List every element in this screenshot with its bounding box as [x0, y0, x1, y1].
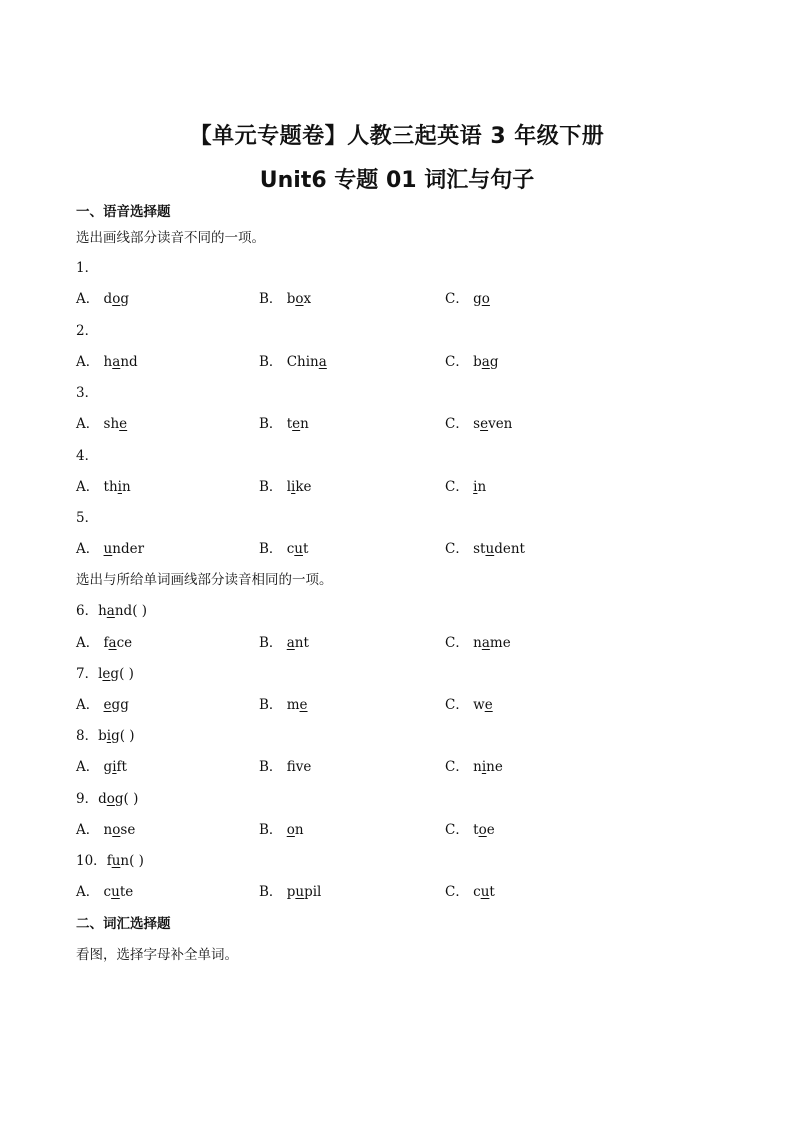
- word-part: w: [473, 697, 485, 713]
- word-part: b: [98, 728, 107, 744]
- answer-option[interactable]: [76, 412, 127, 432]
- answer-option[interactable]: [259, 475, 312, 495]
- word-part: g: [103, 759, 113, 775]
- underlined-letters: e: [103, 697, 112, 713]
- option-letter: C．: [445, 354, 474, 370]
- underlined-letters: a: [106, 603, 115, 619]
- option-word: [104, 416, 128, 432]
- word-part: th: [103, 479, 118, 495]
- option-word: [104, 354, 138, 370]
- word-part: n: [300, 416, 309, 432]
- option-word: [287, 479, 312, 495]
- word-part: g: [110, 666, 120, 682]
- option-word: [287, 884, 322, 900]
- underlined-letters: o: [106, 791, 115, 807]
- answer-option[interactable]: [259, 693, 308, 713]
- word-part: f: [286, 759, 296, 775]
- question-label: 3．: [76, 385, 99, 401]
- word-part: l: [98, 666, 103, 682]
- word-part: nt: [294, 635, 309, 651]
- word-part: te: [119, 884, 134, 900]
- word-part: h: [98, 603, 107, 619]
- answer-option[interactable]: [76, 350, 138, 370]
- underlined-letters: i: [481, 759, 487, 775]
- option-letter: C．: [445, 884, 474, 900]
- question-stem-word: [98, 603, 132, 619]
- word-part: n: [473, 635, 482, 651]
- word-part: n: [477, 479, 487, 495]
- answer-option[interactable]: [445, 350, 499, 370]
- word-part: b: [286, 291, 296, 307]
- word-part: sh: [103, 416, 120, 432]
- word-part: t: [473, 822, 479, 838]
- answer-blank[interactable]: ( ): [132, 603, 148, 619]
- underlined-letters: a: [286, 635, 295, 651]
- word-part: n: [103, 822, 113, 838]
- option-letter: C．: [445, 635, 474, 651]
- underlined-letters: o: [481, 291, 490, 307]
- underlined-letters: i: [291, 479, 296, 495]
- word-part: nd: [114, 603, 133, 619]
- option-word: [287, 291, 311, 307]
- word-part: ft: [116, 759, 127, 775]
- answer-option[interactable]: [76, 693, 129, 713]
- word-part: g: [114, 791, 124, 807]
- underlined-letters: o: [112, 822, 121, 838]
- option-letter: B．: [259, 354, 287, 370]
- word-part: ke: [295, 479, 312, 495]
- answer-option[interactable]: [259, 880, 321, 900]
- option-letter: A．: [76, 884, 104, 900]
- option-word: [473, 291, 490, 307]
- word-part: ne: [486, 759, 503, 775]
- underlined-letters: u: [111, 884, 120, 900]
- word-part: n: [120, 853, 130, 869]
- underlined-letters: i: [473, 479, 478, 495]
- option-letter: A．: [76, 354, 104, 370]
- question-stem-word: [98, 666, 119, 682]
- underlined-letters: e: [299, 697, 308, 713]
- word-part: p: [286, 884, 296, 900]
- answer-option[interactable]: [76, 287, 129, 307]
- underlined-letters: e: [292, 416, 301, 432]
- question-number: [76, 849, 144, 869]
- underlined-letters: a: [112, 354, 121, 370]
- answer-blank[interactable]: ( ): [119, 728, 135, 744]
- option-word: [473, 416, 512, 432]
- answer-option[interactable]: [445, 631, 511, 651]
- underlined-letters: a: [481, 354, 490, 370]
- word-part: f: [106, 853, 112, 869]
- option-letter: A．: [76, 479, 104, 495]
- option-letter: B．: [259, 884, 287, 900]
- answer-option[interactable]: [259, 537, 308, 557]
- underlined-letters: i: [112, 759, 117, 775]
- question-number: [76, 381, 98, 401]
- question-number: [76, 444, 98, 464]
- option-letter: A．: [76, 416, 104, 432]
- question-number: [76, 319, 98, 339]
- option-letter: A．: [76, 541, 104, 557]
- underlined-letters: e: [119, 416, 128, 432]
- option-word: [104, 479, 131, 495]
- option-word: [473, 884, 495, 900]
- answer-option[interactable]: [76, 631, 132, 651]
- underlined-letters: a: [481, 635, 490, 651]
- word-part: c: [286, 541, 295, 557]
- option-word: [104, 541, 144, 557]
- option-letter: A．: [76, 822, 104, 838]
- underlined-letters: i: [117, 479, 122, 495]
- word-part: g: [473, 291, 482, 307]
- answer-option[interactable]: [445, 818, 495, 838]
- answer-option[interactable]: [259, 755, 311, 775]
- option-word: [473, 635, 511, 651]
- answer-blank[interactable]: ( ): [123, 791, 139, 807]
- underlined-letters: u: [295, 884, 305, 900]
- answer-option[interactable]: [259, 287, 311, 307]
- option-letter: B．: [259, 416, 287, 432]
- underlined-letters: u: [103, 541, 113, 557]
- answer-option[interactable]: [76, 880, 133, 900]
- question-stem-word: [98, 791, 123, 807]
- underlined-letters: a: [108, 635, 117, 651]
- question-number: [76, 662, 134, 682]
- answer-option[interactable]: [445, 755, 503, 775]
- underlined-letters: u: [111, 853, 121, 869]
- question-number: [76, 724, 135, 744]
- word-part: d: [103, 291, 113, 307]
- option-letter: A．: [76, 635, 104, 651]
- option-letter: B．: [259, 291, 287, 307]
- document-subtitle: Unit6 专题 01 词汇与句子: [259, 168, 535, 193]
- option-word: [287, 635, 309, 651]
- answer-option[interactable]: [259, 350, 327, 370]
- option-letter: B．: [259, 697, 287, 713]
- document-title: 【单元专题卷】人教三起英语 3 年级下册: [189, 124, 605, 149]
- option-word: [104, 822, 136, 838]
- option-letter: A．: [76, 697, 104, 713]
- answer-option[interactable]: [445, 693, 493, 713]
- question-number: [76, 787, 138, 807]
- answer-option[interactable]: [259, 631, 309, 651]
- word-part: t: [302, 541, 309, 557]
- underlined-letters: u: [294, 541, 303, 557]
- word-part: se: [120, 822, 136, 838]
- underlined-letters: u: [485, 541, 495, 557]
- instruction-2: 选出与所给单词画线部分读音相同的一项。: [76, 572, 333, 588]
- underlined-letters: o: [478, 822, 487, 838]
- answer-option[interactable]: [445, 287, 490, 307]
- word-part: b: [473, 354, 482, 370]
- option-word: [287, 541, 309, 557]
- answer-option[interactable]: [445, 412, 512, 432]
- word-part: x: [303, 291, 312, 307]
- word-part: c: [103, 884, 112, 900]
- option-word: [104, 291, 129, 307]
- answer-option[interactable]: [445, 880, 495, 900]
- underlined-letters: o: [112, 291, 121, 307]
- section-heading-2: 二、词汇选择题: [76, 916, 171, 932]
- option-letter: C．: [445, 479, 474, 495]
- option-word: [104, 635, 133, 651]
- instruction-1: 选出画线部分读音不同的一项。: [76, 230, 265, 246]
- answer-blank[interactable]: ( ): [129, 853, 144, 869]
- option-word: [287, 759, 312, 775]
- option-letter: C．: [445, 541, 474, 557]
- question-label: 2．: [76, 323, 99, 339]
- option-letter: C．: [445, 291, 474, 307]
- underlined-letters: o: [295, 291, 304, 307]
- option-letter: B．: [259, 759, 287, 775]
- word-part: Chin: [286, 354, 319, 370]
- underlined-letters: e: [480, 416, 489, 432]
- word-part: t: [489, 884, 495, 900]
- word-part: l: [286, 479, 292, 495]
- word-part: n: [294, 822, 304, 838]
- answer-option[interactable]: [76, 537, 144, 557]
- word-part: me: [489, 635, 511, 651]
- option-word: [473, 759, 503, 775]
- option-letter: A．: [76, 291, 104, 307]
- instruction-3: 看图，选择字母补全单词。: [76, 947, 238, 963]
- underlined-letters: e: [102, 666, 111, 682]
- question-label: 8．: [76, 728, 99, 744]
- answer-option[interactable]: [259, 412, 309, 432]
- question-label: 5．: [76, 510, 99, 526]
- answer-option[interactable]: [76, 475, 131, 495]
- underlined-letters: e: [484, 697, 493, 713]
- question-label: 7．: [76, 666, 99, 682]
- question-label: 6．: [76, 603, 99, 619]
- option-word: [287, 416, 309, 432]
- option-letter: C．: [445, 416, 474, 432]
- answer-option[interactable]: [445, 537, 525, 557]
- section-heading-1: 一、语音选择题: [76, 204, 171, 220]
- word-part: nd: [120, 354, 138, 370]
- option-letter: B．: [259, 541, 287, 557]
- answer-option[interactable]: [76, 755, 127, 775]
- question-number: [76, 599, 147, 619]
- option-word: [104, 759, 127, 775]
- answer-blank[interactable]: ( ): [119, 666, 134, 682]
- option-word: [473, 541, 525, 557]
- question-label: 9．: [76, 791, 99, 807]
- word-part: n: [473, 759, 482, 775]
- question-stem-word: [107, 853, 129, 869]
- underlined-letters: u: [480, 884, 490, 900]
- word-part: ce: [116, 635, 133, 651]
- word-part: e: [486, 822, 495, 838]
- question-number: [76, 256, 98, 276]
- underlined-letters: a: [318, 354, 327, 370]
- option-letter: B．: [259, 635, 287, 651]
- word-part: st: [473, 541, 486, 557]
- underlined-letters: i: [106, 728, 112, 744]
- answer-option[interactable]: [76, 818, 135, 838]
- word-part: ve: [295, 759, 312, 775]
- option-word: [473, 479, 486, 495]
- word-part: h: [103, 354, 113, 370]
- option-letter: C．: [445, 759, 474, 775]
- word-part: n: [122, 479, 131, 495]
- option-letter: C．: [445, 697, 474, 713]
- option-word: [287, 822, 304, 838]
- option-word: [104, 697, 129, 713]
- word-part: g: [111, 728, 120, 744]
- word-part: dent: [494, 541, 525, 557]
- option-word: [104, 884, 134, 900]
- question-label: 1．: [76, 260, 99, 276]
- word-part: c: [473, 884, 481, 900]
- option-letter: B．: [259, 479, 287, 495]
- word-part: t: [286, 416, 293, 432]
- word-part: pil: [304, 884, 322, 900]
- question-label: 10．: [76, 853, 107, 869]
- option-word: [287, 697, 308, 713]
- option-word: [287, 354, 327, 370]
- word-part: gg: [111, 697, 129, 713]
- answer-option[interactable]: [259, 818, 304, 838]
- option-word: [473, 822, 495, 838]
- word-part: m: [286, 697, 300, 713]
- word-part: d: [98, 791, 107, 807]
- question-stem-word: [98, 728, 120, 744]
- word-part: g: [489, 354, 499, 370]
- answer-option[interactable]: [445, 475, 486, 495]
- word-part: f: [103, 635, 109, 651]
- option-letter: A．: [76, 759, 104, 775]
- word-part: s: [473, 416, 481, 432]
- underlined-letters: o: [286, 822, 295, 838]
- word-part: g: [120, 291, 129, 307]
- word-part: ven: [488, 416, 513, 432]
- option-letter: C．: [445, 822, 474, 838]
- option-letter: B．: [259, 822, 287, 838]
- word-part: nder: [112, 541, 145, 557]
- option-word: [473, 354, 498, 370]
- option-word: [473, 697, 493, 713]
- question-number: [76, 506, 98, 526]
- question-label: 4．: [76, 448, 99, 464]
